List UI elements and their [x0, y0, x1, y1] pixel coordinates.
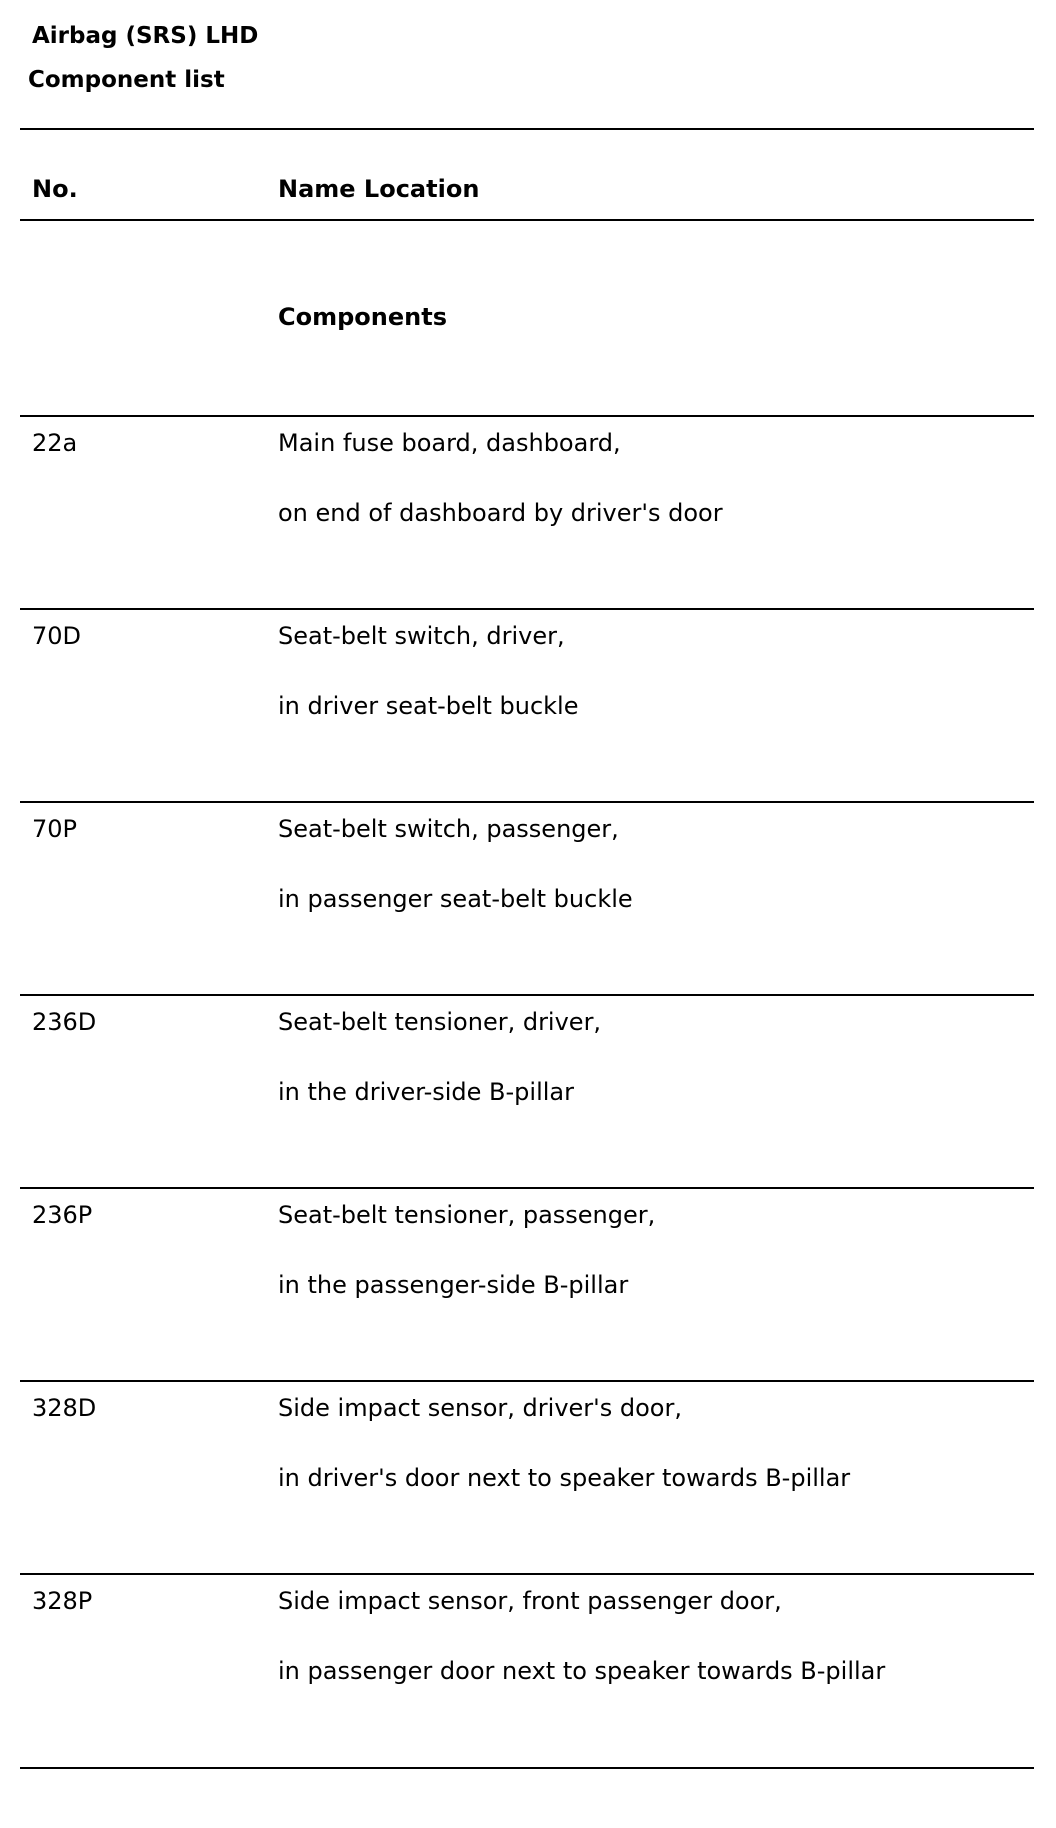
component-name: Side impact sensor, front passenger door, [278, 1587, 782, 1615]
column-header-name-location: Name Location [278, 175, 480, 203]
table-row [20, 1573, 1034, 1769]
component-number: 70P [32, 815, 78, 843]
component-number: 22a [32, 429, 78, 457]
component-location: in passenger seat-belt buckle [278, 885, 633, 913]
component-location: in the passenger-side B-pillar [278, 1271, 629, 1299]
component-location: in driver seat-belt buckle [278, 692, 579, 720]
component-location: in passenger door next to speaker towards B-pillar [278, 1657, 886, 1685]
page-title: Airbag (SRS) LHD [32, 23, 259, 49]
page-header [28, 14, 258, 102]
page-subtitle: Component list [28, 67, 225, 93]
component-number: 328D [32, 1394, 97, 1422]
component-table [20, 415, 1034, 1769]
table-row [20, 801, 1034, 994]
component-number: 236D [32, 1008, 97, 1036]
component-number: 236P [32, 1201, 93, 1229]
section-title: Components [278, 303, 447, 331]
table-row [20, 1187, 1034, 1380]
table-row [20, 1380, 1034, 1573]
component-name: Side impact sensor, driver's door, [278, 1394, 682, 1422]
component-number: 328P [32, 1587, 93, 1615]
component-name: Seat-belt tensioner, driver, [278, 1008, 602, 1036]
component-name: Seat-belt switch, passenger, [278, 815, 619, 843]
component-name: Main fuse board, dashboard, [278, 429, 621, 457]
table-row [20, 608, 1034, 801]
component-location: in driver's door next to speaker towards B-pillar [278, 1464, 851, 1492]
table-row [20, 415, 1034, 608]
component-location: on end of dashboard by driver's door [278, 499, 723, 527]
component-number: 70D [32, 622, 82, 650]
component-name: Seat-belt switch, driver, [278, 622, 565, 650]
component-name: Seat-belt tensioner, passenger, [278, 1201, 656, 1229]
table-row [20, 994, 1034, 1187]
top-divider [20, 128, 1034, 130]
header-divider [20, 219, 1034, 221]
column-header-no: No. [32, 175, 78, 203]
component-location: in the driver-side B-pillar [278, 1078, 574, 1106]
